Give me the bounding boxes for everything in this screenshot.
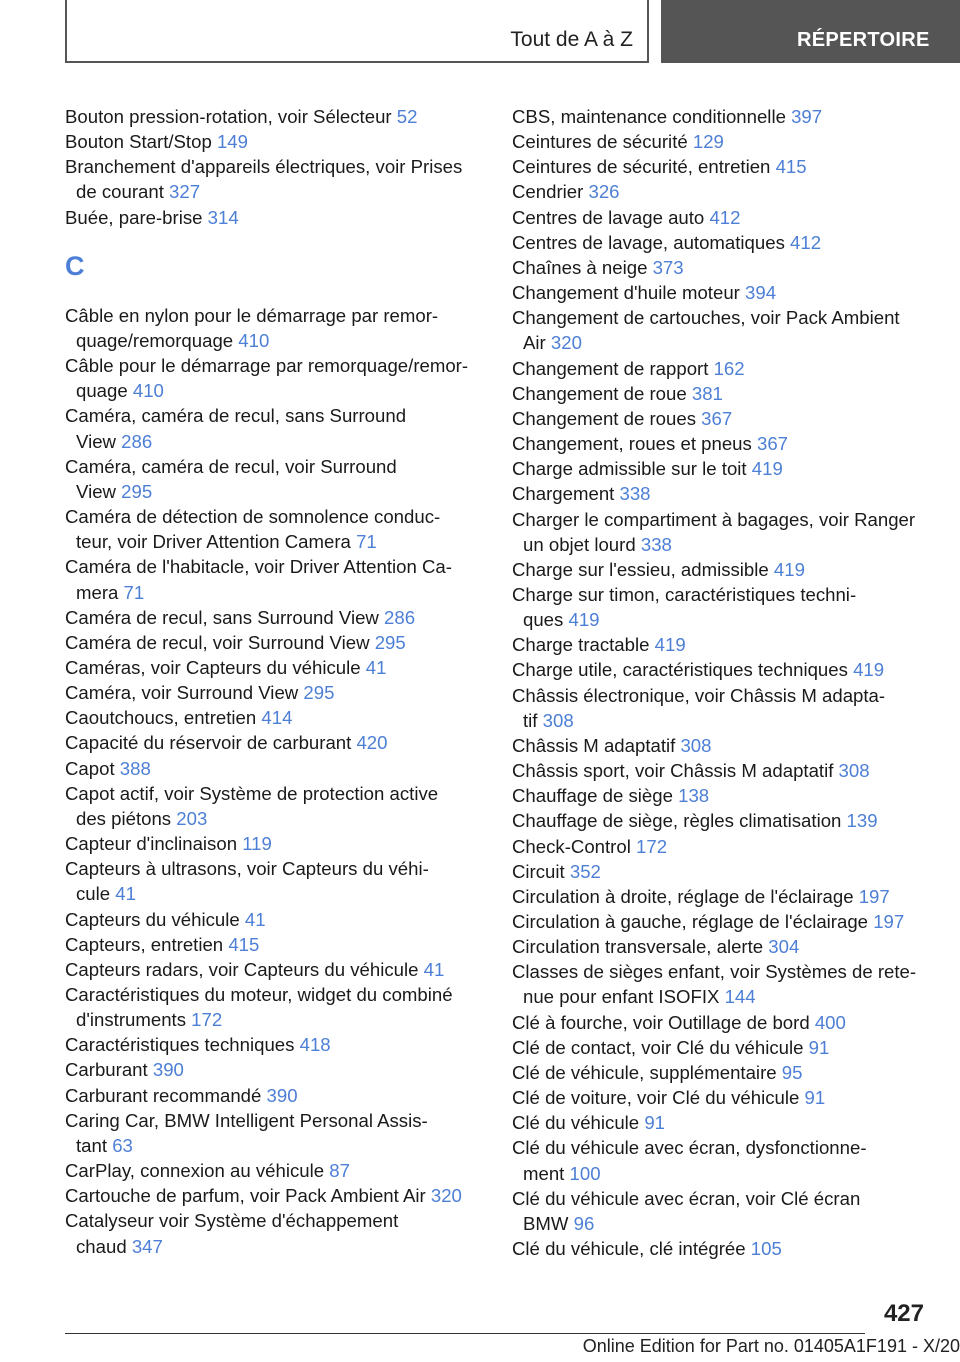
index-entry [65, 353, 495, 403]
entry-page-link[interactable]: 138 [678, 785, 710, 807]
index-entry [65, 554, 495, 604]
index-entry [512, 406, 942, 431]
entry-page-link[interactable]: 295 [374, 631, 406, 653]
entry-term: Classes de sièges enfant, voir Systèmes de rete- [512, 961, 917, 983]
entry-term: Check-Control [512, 835, 637, 857]
entry-page-link[interactable]: 381 [691, 382, 723, 404]
index-entry [65, 504, 495, 554]
entry-term-continued: chaud [76, 1235, 132, 1257]
entry-page-link[interactable]: 105 [750, 1238, 782, 1260]
entry-page-link[interactable]: 412 [709, 206, 741, 228]
entry-page-link[interactable]: 295 [121, 480, 153, 502]
entry-term: Caoutchoucs, entretien [65, 707, 262, 729]
entry-page-link[interactable]: 162 [713, 357, 745, 379]
entry-term-continued: teur, voir Driver Attention Camera [76, 531, 357, 553]
entry-term: Circulation à droite, réglage de l'éclairage [512, 885, 859, 907]
entry-page-link[interactable]: 320 [550, 332, 582, 354]
index-entry [65, 630, 495, 655]
entry-page-link[interactable]: 418 [299, 1034, 331, 1056]
index-entry [512, 808, 942, 833]
entry-page-link[interactable]: 327 [169, 181, 201, 203]
index-entry [512, 205, 942, 230]
entry-term: Charger le compartiment à bagages, voir Ranger [512, 508, 916, 530]
entry-term: Circulation transversale, alerte [512, 936, 769, 958]
entry-term: Cartouche de parfum, voir Pack Ambient Air [65, 1185, 431, 1207]
index-entry [65, 957, 495, 982]
index-entry [512, 1010, 942, 1035]
index-entry [512, 959, 942, 1009]
index-entry [65, 781, 495, 831]
index-entry [65, 205, 495, 230]
entry-term-continued: mera [76, 581, 124, 603]
entry-term-continued: View [76, 430, 122, 452]
entry-page-link[interactable]: 410 [132, 380, 164, 402]
entry-term-continued: tant [76, 1134, 113, 1156]
entry-page-link[interactable]: 144 [724, 986, 756, 1008]
entry-term: Buée, pare-brise [65, 206, 208, 228]
entry-page-link[interactable]: 91 [808, 1036, 830, 1058]
entry-page-link[interactable]: 286 [384, 606, 416, 628]
entry-page-link[interactable]: 352 [569, 860, 601, 882]
entry-term: Charge sur timon, caractéristiques techni- [512, 583, 857, 605]
index-entry [65, 454, 495, 504]
index-entry [65, 129, 495, 154]
entry-term: Capot [65, 757, 120, 779]
entry-term: Câble pour le démarrage par remorquage/remor- [65, 355, 469, 377]
entry-term: Clé du véhicule [512, 1112, 645, 1134]
entry-term: Clé de contact, voir Clé du véhicule [512, 1036, 809, 1058]
section-header [661, 0, 960, 63]
entry-term: Capteurs à ultrasons, voir Capteurs du véhi- [65, 858, 429, 880]
entry-term: Châssis M adaptatif [512, 734, 681, 756]
entry-page-link[interactable]: 390 [266, 1084, 298, 1106]
chapter-title: Tout de A à Z [510, 28, 633, 51]
entry-term: Caring Car, BMW Intelligent Personal Assis- [65, 1109, 428, 1131]
entry-page-link[interactable]: 347 [131, 1235, 163, 1257]
entry-page-link[interactable]: 96 [573, 1212, 595, 1234]
entry-term: Chaînes à neige [512, 256, 653, 278]
index-entry [512, 1135, 942, 1185]
index-entry [65, 831, 495, 856]
entry-term: CBS, maintenance conditionnelle [512, 106, 792, 127]
entry-page-link[interactable]: 394 [745, 282, 777, 304]
entry-page-link[interactable]: 295 [303, 682, 335, 704]
entry-term: Circulation à gauche, réglage de l'éclairage [512, 911, 874, 932]
entry-term: Chargement [512, 483, 620, 505]
entry-term: Câble en nylon pour le démarrage par remor- [65, 304, 439, 326]
entry-term: Charge tractable [512, 634, 655, 656]
index-entry [65, 403, 495, 453]
index-entry [512, 230, 942, 255]
index-entry [512, 104, 942, 129]
index-entry [512, 909, 942, 934]
entry-page-link[interactable]: 390 [152, 1059, 184, 1081]
entry-page-link[interactable]: 308 [542, 709, 574, 731]
entry-page-link[interactable]: 400 [814, 1011, 846, 1033]
index-entry [512, 834, 942, 859]
entry-term-continued: de courant [76, 181, 170, 203]
index-entry [512, 481, 942, 506]
index-entry [65, 730, 495, 755]
entry-term: Clé du véhicule, clé intégrée [512, 1238, 751, 1260]
entry-page-link[interactable]: 397 [791, 106, 823, 127]
entry-term: Caméra de détection de somnolence conduc- [65, 506, 441, 528]
index-entry [512, 683, 942, 733]
index-entry [512, 1110, 942, 1135]
entry-page-link[interactable]: 71 [356, 531, 377, 553]
entry-page-link[interactable]: 410 [238, 329, 270, 351]
entry-page-link[interactable]: 388 [119, 757, 151, 779]
entry-term: Caractéristiques du moteur, widget du combiné [65, 984, 453, 1005]
index-entry [65, 1158, 495, 1183]
entry-page-link[interactable]: 320 [430, 1185, 462, 1207]
index-entry [512, 179, 942, 204]
entry-page-link[interactable]: 419 [773, 558, 805, 580]
entry-page-link[interactable]: 415 [775, 156, 807, 178]
index-entry [512, 431, 942, 456]
entry-page-link[interactable]: 308 [680, 734, 712, 756]
entry-term: Capteurs, entretien [65, 933, 229, 955]
index-entry [65, 705, 495, 730]
entry-term: Ceintures de sécurité, entretien [512, 156, 776, 178]
index-entry [512, 381, 942, 406]
entry-term: Capacité du réservoir de carburant [65, 732, 357, 754]
entry-page-link[interactable]: 314 [207, 206, 239, 228]
entry-page-link[interactable]: 197 [858, 885, 890, 907]
entry-term: CarPlay, connexion au véhicule [65, 1160, 330, 1182]
index-entry [65, 1108, 495, 1158]
index-entry [512, 783, 942, 808]
entry-page-link[interactable]: 119 [242, 833, 272, 855]
entry-page-link[interactable]: 338 [619, 483, 651, 505]
entry-term-continued: nue pour enfant ISOFIX [523, 986, 725, 1008]
entry-page-link[interactable]: 41 [423, 958, 445, 980]
entry-term: Chauffage de siège [512, 785, 679, 807]
index-entry [512, 305, 942, 355]
entry-page-link[interactable]: 414 [261, 707, 293, 729]
entry-page-link[interactable]: 308 [838, 760, 870, 782]
index-entry [512, 356, 942, 381]
entry-page-link[interactable]: 172 [191, 1009, 223, 1031]
index-entry [512, 129, 942, 154]
entry-term: Changement de rapport [512, 357, 714, 379]
page-number: 427 [883, 1300, 924, 1327]
index-entry [512, 657, 942, 682]
entry-term: Carburant recommandé [65, 1084, 267, 1106]
entry-page-link[interactable]: 91 [804, 1087, 826, 1109]
entry-term: Caméra, caméra de recul, voir Surround [65, 455, 397, 477]
entry-term-continued: cule [76, 883, 116, 905]
entry-term: Caméra, caméra de recul, sans Surround [65, 405, 407, 427]
entry-page-link[interactable]: 149 [216, 131, 248, 153]
entry-term: Clé du véhicule avec écran, dysfonctionne- [512, 1137, 867, 1159]
entry-term: Carburant [65, 1059, 153, 1081]
index-entry [65, 982, 495, 1032]
index-entry [65, 154, 495, 204]
index-entry [65, 303, 495, 353]
entry-page-link[interactable]: 415 [228, 933, 260, 955]
entry-term: Clé à fourche, voir Outillage de bord [512, 1011, 815, 1033]
index-entry [512, 456, 942, 481]
entry-term: Clé du véhicule avec écran, voir Clé écran [512, 1187, 861, 1209]
entry-term: Circuit [512, 860, 570, 882]
entry-term: Centres de lavage auto [512, 206, 710, 228]
entry-page-link[interactable]: 91 [644, 1112, 665, 1134]
entry-page-link[interactable]: 420 [356, 732, 388, 754]
entry-term: Caractéristiques techniques [65, 1034, 300, 1056]
entry-term-continued: un objet lourd [523, 533, 641, 555]
entry-page-link[interactable]: 326 [588, 181, 620, 203]
entry-term: Chauffage de siège, règles climatisation [512, 810, 847, 832]
entry-term-continued: BMW [523, 1212, 574, 1234]
entry-term: Caméra, voir Surround View [65, 682, 304, 704]
entry-page-link[interactable]: 87 [329, 1160, 350, 1182]
entry-page-link[interactable]: 52 [396, 106, 418, 127]
entry-term: Centres de lavage, automatiques [512, 231, 791, 253]
entry-term: Clé de véhicule, supplémentaire [512, 1061, 782, 1083]
index-entry [65, 680, 495, 705]
entry-term-continued: quage/remorquage [76, 329, 239, 351]
index-column-left [65, 104, 495, 1259]
entry-term-continued: Air [523, 332, 551, 354]
entry-term: Capteurs du véhicule [65, 908, 245, 930]
entry-page-link[interactable]: 304 [768, 936, 800, 958]
entry-term-continued: ques [523, 609, 569, 631]
entry-page-link[interactable]: 419 [568, 609, 600, 631]
entry-term: Capot actif, voir Système de protection active [65, 782, 439, 804]
entry-page-link[interactable]: 100 [569, 1162, 601, 1184]
entry-page-link[interactable]: 139 [846, 810, 878, 832]
index-entry [512, 280, 942, 305]
footer-divider [65, 1333, 865, 1334]
index-entry [512, 154, 942, 179]
index-entry [512, 507, 942, 557]
entry-term: Clé de voiture, voir Clé du véhicule [512, 1087, 805, 1109]
entry-page-link[interactable]: 373 [652, 256, 684, 278]
index-entry [65, 1183, 495, 1208]
entry-term: Charge admissible sur le toit [512, 458, 752, 480]
entry-page-link[interactable]: 41 [115, 883, 136, 905]
entry-page-link[interactable]: 197 [873, 911, 905, 932]
entry-term: Capteurs radars, voir Capteurs du véhicule [65, 958, 424, 980]
chapter-tab [65, 0, 649, 63]
entry-term-continued: d'instruments [76, 1009, 192, 1031]
entry-term-continued: tif [523, 709, 543, 731]
entry-term-continued: des piétons [76, 807, 177, 829]
entry-page-link[interactable]: 412 [790, 231, 822, 253]
index-entry [512, 1085, 942, 1110]
entry-term: Cendrier [512, 181, 589, 203]
index-entry [512, 1236, 942, 1261]
entry-term-continued: View [76, 480, 122, 502]
entry-term: Ceintures de sécurité [512, 131, 693, 153]
index-entry [65, 605, 495, 630]
section-title: RÉPERTOIRE [797, 29, 930, 51]
index-entry [512, 1186, 942, 1236]
entry-page-link[interactable]: 419 [853, 659, 885, 681]
index-entry [65, 1032, 495, 1057]
index-entry [512, 859, 942, 884]
entry-term-continued: quage [76, 380, 133, 402]
entry-term: Changement de roues [512, 407, 702, 429]
entry-page-link[interactable]: 203 [176, 807, 208, 829]
entry-term: Branchement d'appareils électriques, voir Prises [65, 156, 463, 178]
entry-page-link[interactable]: 367 [701, 407, 733, 429]
entry-term: Charge sur l'essieu, admissible [512, 558, 774, 580]
entry-page-link[interactable]: 71 [123, 581, 145, 603]
index-entry [512, 1060, 942, 1085]
entry-term: Charge utile, caractéristiques techniques [512, 659, 854, 681]
index-letter-heading: C [65, 250, 85, 281]
entry-term: Capteur d'inclinaison [65, 833, 243, 855]
entry-page-link[interactable]: 41 [365, 656, 387, 678]
entry-page-link[interactable]: 419 [751, 458, 783, 480]
entry-term: Caméra de recul, sans Surround View [65, 606, 385, 628]
footer-text: Online Edition for Part no. 01405A1F191 - X/20 [582, 1336, 960, 1356]
index-entry [65, 655, 495, 680]
index-entry [65, 856, 495, 906]
entry-page-link[interactable]: 129 [692, 131, 724, 153]
entry-page-link[interactable]: 95 [781, 1061, 803, 1083]
index-entry [512, 758, 942, 783]
entry-term: Changement de roue [512, 382, 692, 404]
index-entry [512, 632, 942, 657]
entry-page-link[interactable]: 338 [640, 533, 672, 555]
index-entry [512, 557, 942, 582]
entry-page-link[interactable]: 41 [244, 908, 266, 930]
entry-term: Caméras, voir Capteurs du véhicule [65, 656, 366, 678]
entry-term: Bouton pression-rotation, voir Sélecteur [65, 106, 397, 127]
entry-page-link[interactable]: 172 [636, 835, 668, 857]
index-entry [65, 907, 495, 932]
entry-term: Changement de cartouches, voir Pack Ambient [512, 307, 900, 329]
index-entry [512, 582, 942, 632]
entry-term: Caméra de recul, voir Surround View [65, 631, 375, 653]
index-entry [65, 104, 495, 129]
entry-term: Châssis sport, voir Châssis M adaptatif [512, 760, 839, 782]
index-entry [65, 1057, 495, 1082]
entry-term: Caméra de l'habitacle, voir Driver Attention Ca- [65, 556, 452, 578]
entry-page-link[interactable]: 286 [121, 430, 153, 452]
index-column-right [512, 104, 942, 1261]
entry-term: Changement d'huile moteur [512, 282, 746, 304]
index-entry [512, 934, 942, 959]
index-entry [65, 756, 495, 781]
entry-term: Catalyseur voir Système d'échappement [65, 1210, 399, 1232]
entry-term: Châssis électronique, voir Châssis M adapta- [512, 684, 886, 706]
entry-term-continued: ment [523, 1162, 570, 1184]
index-entry [512, 255, 942, 280]
entry-page-link[interactable]: 419 [654, 634, 686, 656]
entry-term: Bouton Start/Stop [65, 131, 217, 153]
index-entry [512, 884, 942, 909]
index-entry [512, 733, 942, 758]
entry-page-link[interactable]: 367 [756, 433, 789, 455]
entry-term: Changement, roues et pneus [512, 433, 757, 455]
index-entry [512, 1035, 942, 1060]
entry-page-link[interactable]: 63 [112, 1134, 133, 1156]
index-entry [65, 1208, 495, 1258]
index-entry [65, 932, 495, 957]
index-entry [65, 1083, 495, 1108]
